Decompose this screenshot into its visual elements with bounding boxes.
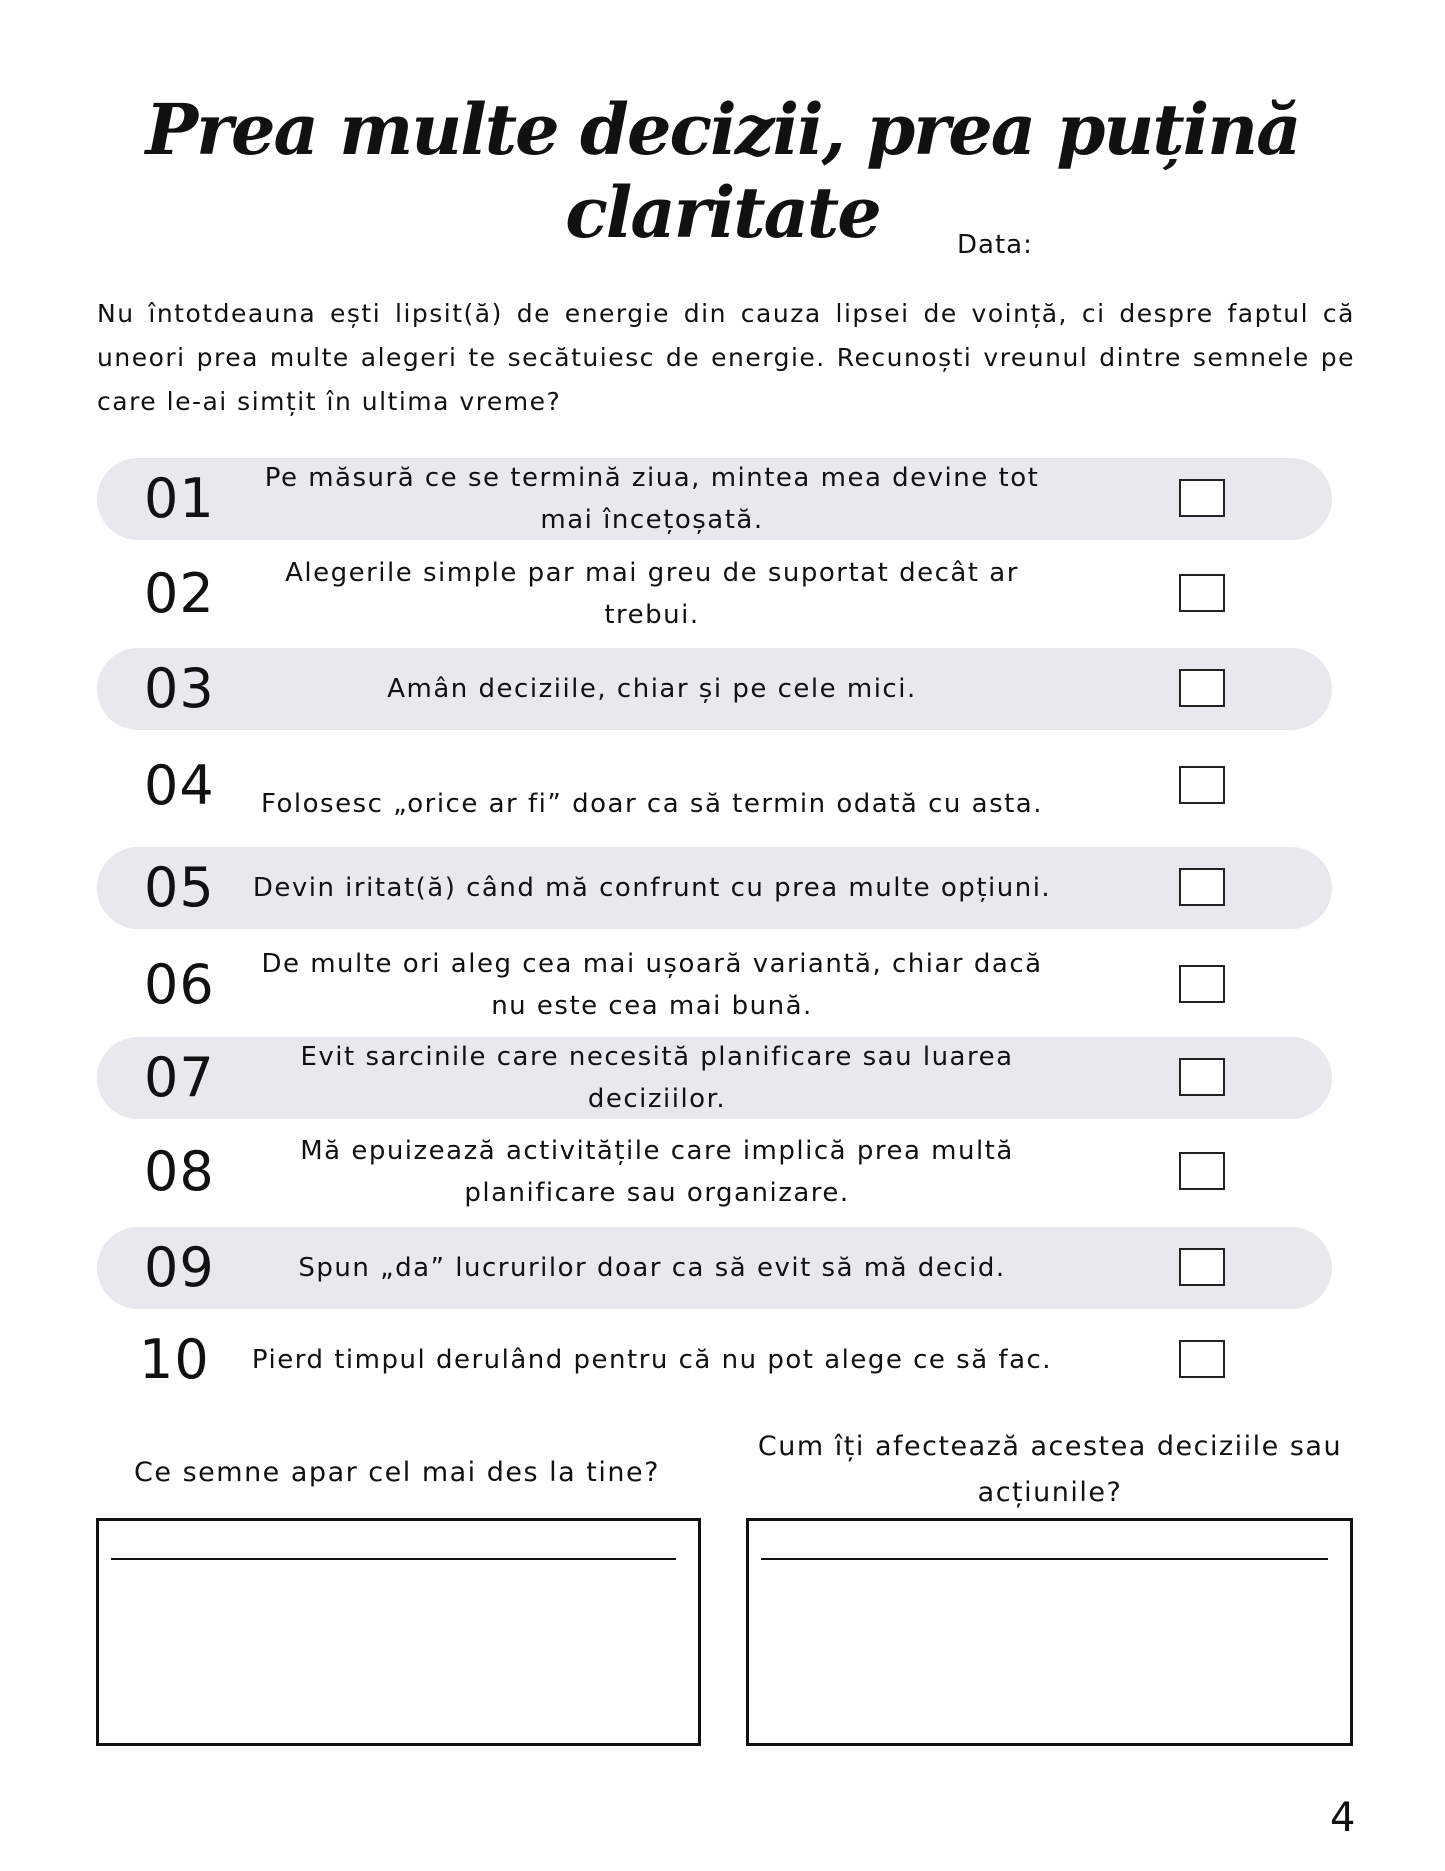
question-left: Ce semne apar cel mai des la tine? [134,1457,660,1488]
checklist-item-09 [97,1227,1332,1309]
checklist-item-02 [97,553,1332,635]
checkbox[interactable] [1179,868,1225,906]
item-text: Evit sarcinile care necesită planificare sau luarea deciziilor. [300,1042,1014,1114]
checkbox[interactable] [1179,574,1225,612]
item-number: 06 [144,953,215,1016]
item-text: Pierd timpul derulând pentru că nu pot alege ce să fac. [251,1345,1053,1375]
checklist-item-07 [97,1037,1332,1119]
question-right: Cum îți afectează acestea deciziile sau acțiunile? [757,1431,1343,1508]
item-number: 04 [144,754,215,817]
checklist-item-01 [97,458,1332,540]
intro-paragraph: Nu întotdeauna ești lipsit(ă) de energie din cauza lipsei de voință, ci despre faptul că uneori prea multe alegeri te secătuiesc de energie. Recunoști vreunul dintre semnele pe care le-ai simțit în ultima vreme? [97,299,1355,416]
item-text: Spun „da” lucrurilor doar ca să evit să mă decid. [298,1253,1006,1283]
checklist-item-06 [97,944,1332,1026]
checklist-item-04 [97,745,1332,827]
checkbox[interactable] [1179,1058,1225,1096]
item-text: Devin iritat(ă) când mă confrunt cu prea multe opțiuni. [252,873,1052,903]
item-number: 02 [144,562,215,625]
checklist-item-10 [97,1319,1332,1401]
answer-line [111,1558,676,1560]
page-number: 4 [1330,1795,1356,1841]
checkbox[interactable] [1179,479,1225,517]
item-number: 01 [144,467,215,530]
item-number: 09 [144,1236,215,1299]
checkbox[interactable] [1179,766,1225,804]
item-text: Amân deciziile, chiar și pe cele mici. [387,674,917,704]
date-label: Data: [957,230,1033,260]
answer-line [761,1558,1328,1560]
checklist-item-05 [97,847,1332,929]
answer-box-right[interactable] [746,1518,1353,1746]
item-text: Mă epuizează activitățile care implică prea multă planificare sau organizare. [300,1136,1014,1208]
page-title: Prea multe decizii, prea puțină claritate [145,88,1300,254]
checkbox[interactable] [1179,669,1225,707]
item-number: 05 [144,856,215,919]
checkbox[interactable] [1179,1340,1225,1378]
answer-box-left[interactable] [96,1518,701,1746]
item-text: Pe măsură ce se termină ziua, mintea mea devine tot mai încețoșată. [264,463,1040,535]
item-text: Folosesc „orice ar fi” doar ca să termin odată cu asta. [260,789,1044,819]
checkbox[interactable] [1179,965,1225,1003]
item-text: Alegerile simple par mai greu de suportat decât ar trebui. [285,558,1019,630]
item-number: 07 [144,1046,215,1109]
item-number: 10 [139,1328,210,1391]
checkbox[interactable] [1179,1248,1225,1286]
item-text: De multe ori aleg cea mai ușoară variantă, chiar dacă nu este cea mai bună. [261,949,1043,1021]
checkbox[interactable] [1179,1152,1225,1190]
item-number: 03 [144,657,215,720]
checklist-item-03 [97,648,1332,730]
checklist-item-08 [97,1131,1332,1213]
item-number: 08 [144,1140,215,1203]
